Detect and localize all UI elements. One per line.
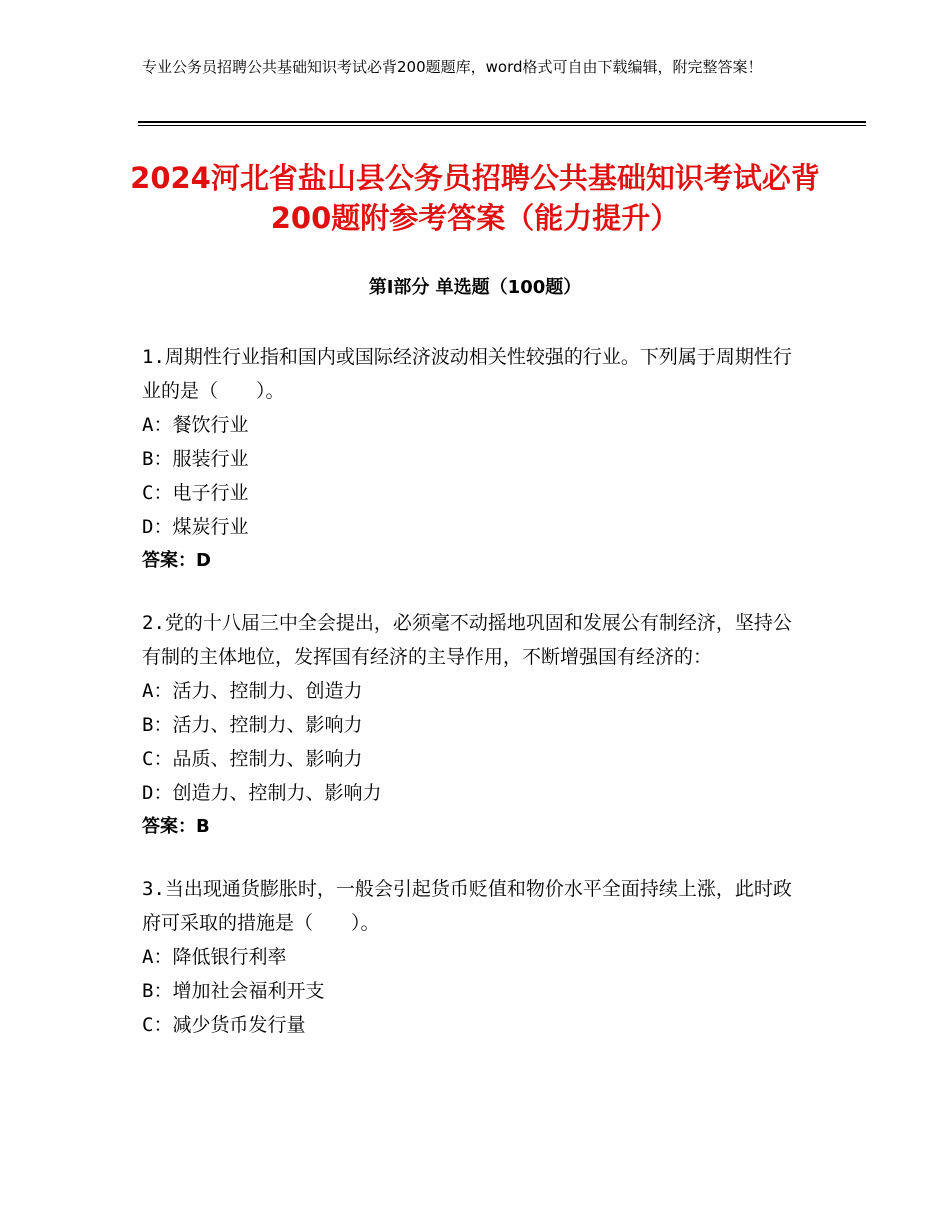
question-1	[142, 340, 802, 578]
header-divider-thick	[138, 121, 866, 123]
option-d: D：创造力、控制力、影响力	[142, 782, 382, 804]
section-title: 第I部分 单选题（100题）	[368, 277, 582, 298]
option-a: A：活力、控制力、创造力	[142, 680, 363, 702]
option-a: A：餐饮行业	[142, 414, 249, 436]
option-c: C：减少货币发行量	[142, 1014, 306, 1036]
option-c: C：品质、控制力、影响力	[142, 748, 363, 770]
question-stem: 1.周期性行业指和国内或国际经济波动相关性较强的行业。下列属于周期性行业的是（ ）。	[142, 346, 792, 402]
option-b: B：服装行业	[142, 448, 249, 470]
option-d: D：煤炭行业	[142, 516, 249, 538]
header-divider-thin	[138, 125, 866, 126]
option-c: C：电子行业	[142, 482, 249, 504]
question-stem: 2.党的十八届三中全会提出，必须毫不动摇地巩固和发展公有制经济，坚持公有制的主体地位，发挥国有经济的主导作用，不断增强国有经济的：	[142, 612, 792, 668]
answer: 答案：B	[142, 816, 210, 837]
question-2	[142, 606, 802, 844]
question-list	[142, 340, 802, 1070]
option-a: A：降低银行利率	[142, 946, 287, 968]
option-b: B：增加社会福利开支	[142, 980, 325, 1002]
question-stem: 3.当出现通货膨胀时，一般会引起货币贬值和物价水平全面持续上涨，此时政府可采取的措施是（ ）。	[142, 878, 792, 934]
header-note: 专业公务员招聘公共基础知识考试必背200题题库，word格式可自由下载编辑，附完整答案！	[142, 58, 763, 76]
answer: 答案：D	[142, 550, 211, 571]
question-3	[142, 872, 802, 1042]
option-b: B：活力、控制力、影响力	[142, 714, 363, 736]
document-title: 2024河北省盐山县公务员招聘公共基础知识考试必背200题附参考答案（能力提升）	[130, 161, 820, 235]
